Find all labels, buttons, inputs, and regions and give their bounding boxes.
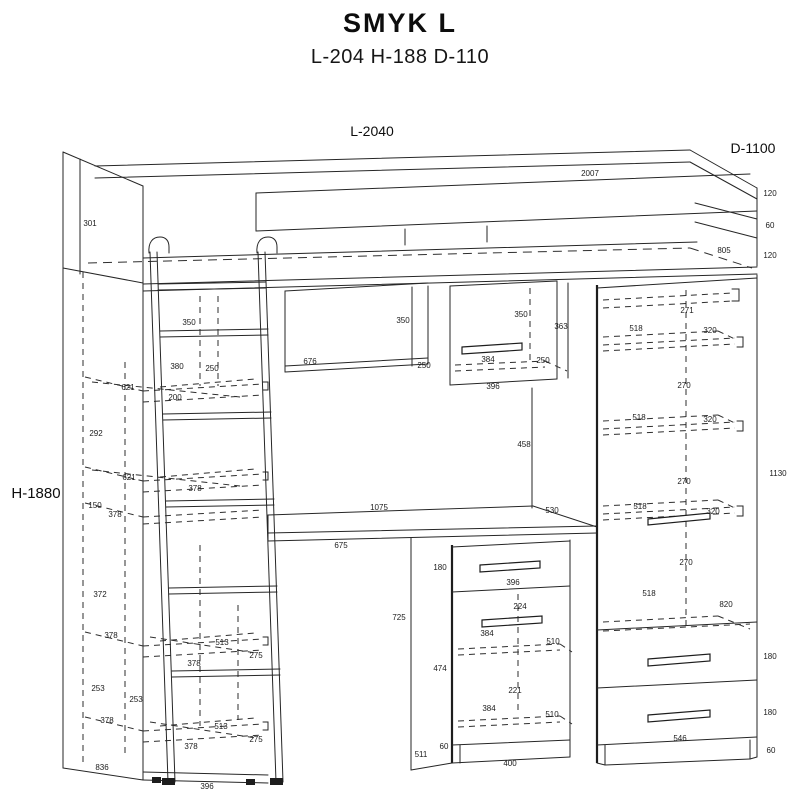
dimension-label: 270 — [677, 381, 691, 390]
dimension-labels — [11, 123, 787, 791]
dimension-label: 518 — [633, 502, 647, 511]
dimension-label: 378 — [100, 716, 114, 725]
dimension-label: 513 — [215, 638, 229, 647]
dimension-label: 378 — [104, 631, 118, 640]
desk-door-handle — [482, 616, 542, 627]
dimension-label: 621 — [121, 383, 135, 392]
dimension-label: 510 — [546, 637, 560, 646]
dimension-label: 400 — [503, 759, 517, 768]
dimension-label: 180 — [433, 563, 447, 572]
dimension-label: 384 — [480, 629, 494, 638]
page-subtitle: L-204 H-188 D-110 — [310, 46, 490, 68]
desk-drawer-handle — [480, 561, 540, 572]
dimension-label: 275 — [249, 651, 263, 660]
dimension-label: 60 — [765, 221, 775, 230]
dimension-label: 363 — [554, 322, 568, 331]
dimension-label: 350 — [396, 316, 410, 325]
dimension-label: 474 — [433, 664, 447, 673]
main-dimension-length: L-2040 — [350, 123, 394, 139]
dimension-label: 350 — [182, 318, 196, 327]
shelf-door-handle — [462, 343, 522, 354]
dimension-label: 675 — [334, 541, 348, 550]
dimension-label: 150 — [88, 501, 102, 510]
dimension-label: 621 — [122, 473, 136, 482]
dimension-label: 271 — [680, 306, 694, 315]
dimension-label: 676 — [303, 357, 317, 366]
dimension-label: 518 — [629, 324, 643, 333]
dimension-label: 820 — [719, 600, 733, 609]
dimension-label: 396 — [506, 578, 520, 587]
dimension-label: 224 — [513, 602, 527, 611]
dimension-label: 221 — [508, 686, 522, 695]
dimension-label: 1075 — [370, 503, 388, 512]
dimension-label: 320 — [703, 415, 717, 424]
dimension-label: 396 — [200, 782, 214, 791]
dimension-label: 60 — [439, 742, 449, 751]
dimension-label: 378 — [188, 484, 202, 493]
dimension-label: 511 — [414, 750, 428, 759]
dimension-label: 384 — [482, 704, 496, 713]
dimension-label: 180 — [763, 708, 777, 717]
dimension-label: 518 — [642, 589, 656, 598]
dimension-label: 546 — [673, 734, 687, 743]
main-dimension-height: H-1880 — [11, 485, 61, 502]
dimension-label: 301 — [83, 219, 97, 228]
dimension-label: 292 — [89, 429, 103, 438]
dimension-label: 378 — [108, 510, 122, 519]
dimension-label: 253 — [129, 695, 143, 704]
dimension-label: 805 — [717, 246, 731, 255]
dimension-label: 513 — [214, 722, 228, 731]
ladder — [149, 237, 283, 785]
dimension-label: 372 — [93, 590, 107, 599]
wardrobe-drawer-handle-bottom — [648, 710, 710, 722]
dimension-label: 378 — [184, 742, 198, 751]
dimension-label: 270 — [677, 477, 691, 486]
dimension-label: 275 — [249, 735, 263, 744]
page-title: SMYK L — [342, 8, 457, 38]
dimension-label: 180 — [763, 652, 777, 661]
dimension-label: 250 — [205, 364, 219, 373]
dimension-label: 378 — [187, 659, 201, 668]
dimension-label: 250 — [417, 361, 431, 370]
dimension-label: 530 — [545, 506, 559, 515]
dimension-label: 320 — [706, 507, 720, 516]
dimension-label: 380 — [170, 362, 184, 371]
dimension-label: 253 — [91, 684, 105, 693]
dimension-label: 518 — [632, 413, 646, 422]
dimension-label: 458 — [517, 440, 531, 449]
dimension-label: 270 — [679, 558, 693, 567]
dimension-label: 350 — [514, 310, 528, 319]
dimension-label: 60 — [766, 746, 776, 755]
dimension-label: 320 — [703, 326, 717, 335]
dimension-label: 1130 — [769, 469, 787, 478]
wardrobe-drawer-handle-top — [648, 654, 710, 666]
wardrobe — [597, 275, 757, 765]
dimension-label: 2007 — [581, 169, 599, 178]
main-dimension-depth: D-1100 — [730, 140, 776, 156]
wardrobe-door-handle — [648, 513, 710, 525]
dimension-label: 510 — [545, 710, 559, 719]
dimension-label: 384 — [481, 355, 495, 364]
dimension-label: 250 — [536, 356, 550, 365]
dimension-label: 120 — [763, 189, 777, 198]
dimension-label: 200 — [168, 393, 182, 402]
dimension-label: 725 — [392, 613, 406, 622]
dimension-label: 836 — [95, 763, 109, 772]
dimension-label: 396 — [486, 382, 500, 391]
dimension-label: 120 — [763, 251, 777, 260]
